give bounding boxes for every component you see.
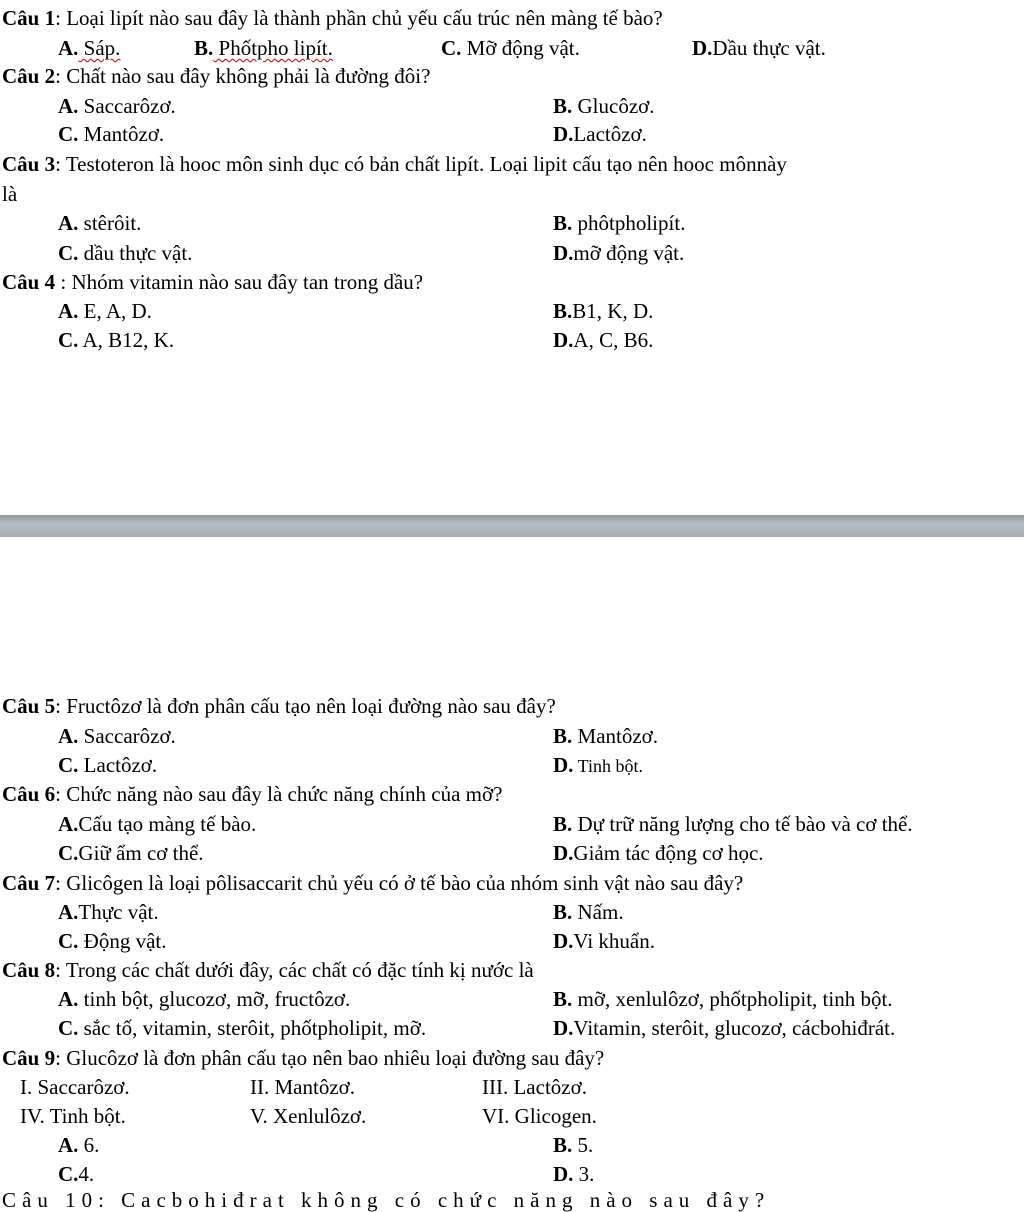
option-2d [553,124,647,145]
option-text: Nấm. [572,900,624,924]
option-letter: D. [553,122,574,146]
option-letter: C. [58,122,79,146]
option-letter: B. [553,812,573,836]
option-letter: A. [58,812,79,836]
option-text: phôtpholipít. [572,211,686,235]
option-4a [58,301,152,322]
option-letter: B. [553,900,573,924]
option-letter: D. [553,929,574,953]
option-text: Thực vật. [78,900,159,924]
option-text: Vi khuẩn. [573,929,655,953]
option-text: mỡ, xenlulôzơ, phốtpholipit, tinh bột. [572,987,893,1011]
option-letter: B. [553,94,573,118]
question-1 [2,8,663,29]
option-letter: C. [58,841,79,865]
question-label: Câu 6 [2,782,56,806]
option-text: Sáp. [78,36,121,60]
option-9c [58,1164,94,1185]
option-9b [553,1135,593,1156]
option-letter: B. [194,36,214,60]
option-7b [553,902,624,923]
question-label: Câu 7 [2,871,56,895]
option-4d [553,330,653,351]
option-letter: C. [441,36,462,60]
question-label: Câu 8 [2,958,56,982]
option-letter: A. [58,211,79,235]
option-letter: B. [553,1133,573,1157]
option-3b [553,213,685,234]
question-text: : Chất nào sau đây không phải là đường đôi? [55,64,431,88]
option-text: 6. [78,1133,100,1157]
option-text: Dầu thực vật. [712,36,826,60]
question-label: Câu 5 [2,694,56,718]
option-text: Glucôzơ. [572,94,655,118]
option-3a [58,213,141,234]
option-4b [553,301,653,322]
option-letter: D. [553,328,574,352]
sugar-item-6: VI. Glicogen. [482,1104,597,1128]
option-letter: A. [58,299,79,323]
option-letter: C. [58,241,79,265]
option-text: Saccarôzơ. [78,94,176,118]
option-letter: A. [58,1133,79,1157]
option-8c [58,1018,426,1039]
option-text: stêrôit. [78,211,142,235]
option-9a [58,1135,99,1156]
option-letter: C. [58,1016,79,1040]
option-text: A, B12, K. [78,328,175,352]
option-letter: D. [692,36,713,60]
option-letter: A. [58,94,79,118]
option-text: Mỡ động vật. [461,36,580,60]
option-text: Vitamin, sterôit, glucozơ, cácbohiđrát. [573,1016,896,1040]
question-8 [2,960,534,981]
option-letter: B. [553,987,573,1011]
option-5a [58,726,176,747]
question-7 [2,873,743,894]
option-letter: A. [58,987,79,1011]
option-8d [553,1018,895,1039]
option-letter: D. [553,1162,574,1186]
option-text: Tinh bột. [573,756,643,776]
option-letter: C. [58,753,79,777]
question-text: : Glucôzơ là đơn phân cấu tạo nên bao nhiêu loại đường sau đây? [55,1046,605,1070]
option-text: Saccarôzơ. [78,724,176,748]
question-text: : Fructôzơ là đơn phân cấu tạo nên loại đường nào sau đây? [55,694,556,718]
option-text: Mantôzơ. [572,724,659,748]
option-text: Dự trữ năng lượng cho tế bào và cơ thể. [572,812,913,836]
option-text: 5. [572,1133,594,1157]
question-text: : Trong các chất dưới đây, các chất có đặc tính kị nước là [55,958,534,982]
option-8b [553,989,893,1010]
question-label: Câu 4 [2,270,56,294]
option-7a [58,902,159,923]
question-2 [2,66,430,87]
option-1a [58,38,120,59]
option-text: A, C, B6. [573,328,654,352]
question-6 [2,784,502,805]
sugar-item-3: III. Lactôzơ. [482,1075,587,1099]
question-text: : Loại lipít nào sau đây là thành phần chủ yếu cấu trúc nên màng tế bào? [55,6,663,30]
option-1d [692,38,826,59]
option-letter: B. [553,724,573,748]
option-6c [58,843,204,864]
option-letter: B. [553,211,573,235]
option-letter: D. [553,753,574,777]
option-5c [58,755,157,776]
option-2c [58,124,164,145]
option-text: Giảm tác động cơ học. [573,841,764,865]
question-4 [2,272,423,293]
option-9d [553,1164,594,1185]
option-letter: B. [553,299,573,323]
question-label: Câu 1 [2,6,56,30]
option-text: Lactôzơ. [78,753,158,777]
option-letter: D. [553,1016,574,1040]
option-2b [553,96,655,117]
option-5b [553,726,658,747]
option-text: Động vật. [78,929,167,953]
option-letter: A. [58,724,79,748]
question-3-continued [2,184,17,205]
option-4c [58,330,174,351]
option-text: tinh bột, glucozơ, mỡ, fructôzơ. [78,987,351,1011]
option-text: 3. [573,1162,595,1186]
option-3c [58,243,192,264]
option-text: dầu thực vật. [78,241,193,265]
option-letter: C. [58,1162,79,1186]
question-label: Câu 2 [2,64,56,88]
option-text: Phốtpho lipít. [213,36,333,60]
question-text: : Nhóm vitamin nào sau đây tan trong dầu? [55,270,424,294]
sugar-item-4: IV. Tinh bột. [20,1104,126,1128]
option-text: sắc tố, vitamin, sterôit, phốtpholipit, mỡ. [78,1016,427,1040]
option-text: B1, K, D. [572,299,654,323]
option-text: E, A, D. [78,299,152,323]
cutoff-next-question [0,1186,1024,1212]
option-6b [553,814,913,835]
page-separator [0,515,1024,537]
question-text: : Testoteron là hooc môn sinh dục có bản chất lipít. Loại lipit cấu tạo nên hooc mônnày [55,152,787,176]
option-2a [58,96,176,117]
question-text: là [2,182,18,206]
option-letter: D. [553,241,574,265]
option-7d [553,931,655,952]
question-label: Câu 9 [2,1046,56,1070]
question-text: : Glicôgen là loại pôlisaccarit chủ yếu có ở tế bào của nhóm sinh vật nào sau đây? [55,871,744,895]
option-letter: D. [553,841,574,865]
option-7c [58,931,167,952]
question-5 [2,696,556,717]
option-letter: A. [58,900,79,924]
option-text: Giữ ẩm cơ thể. [78,841,204,865]
option-text: 4. [78,1162,95,1186]
question-label: Câu 3 [2,152,56,176]
sugar-item-2: II. Mantôzơ. [250,1075,355,1099]
option-text: Mantôzơ. [78,122,165,146]
question-3 [2,154,1022,175]
cutoff-text: Câu 10: Cacbohiđrat không có chức năng nào sau đây? [2,1188,771,1212]
question-text: : Chức năng nào sau đây là chức năng chính của mỡ? [55,782,503,806]
sugar-item-1: I. Saccarôzơ. [20,1075,130,1099]
option-letter: C. [58,328,79,352]
option-1b [194,38,333,59]
option-5d [553,755,643,776]
option-8a [58,989,350,1010]
option-text: mỡ động vật. [573,241,685,265]
option-text: Cấu tạo màng tế bào. [78,812,257,836]
option-letter: A. [58,36,79,60]
option-3d [553,243,684,264]
question-9 [2,1048,604,1069]
sugar-item-5: V. Xenlulôzơ. [250,1104,367,1128]
option-1c [441,38,580,59]
option-6a [58,814,256,835]
option-text: Lactôzơ. [573,122,647,146]
option-6d [553,843,764,864]
option-letter: C. [58,929,79,953]
